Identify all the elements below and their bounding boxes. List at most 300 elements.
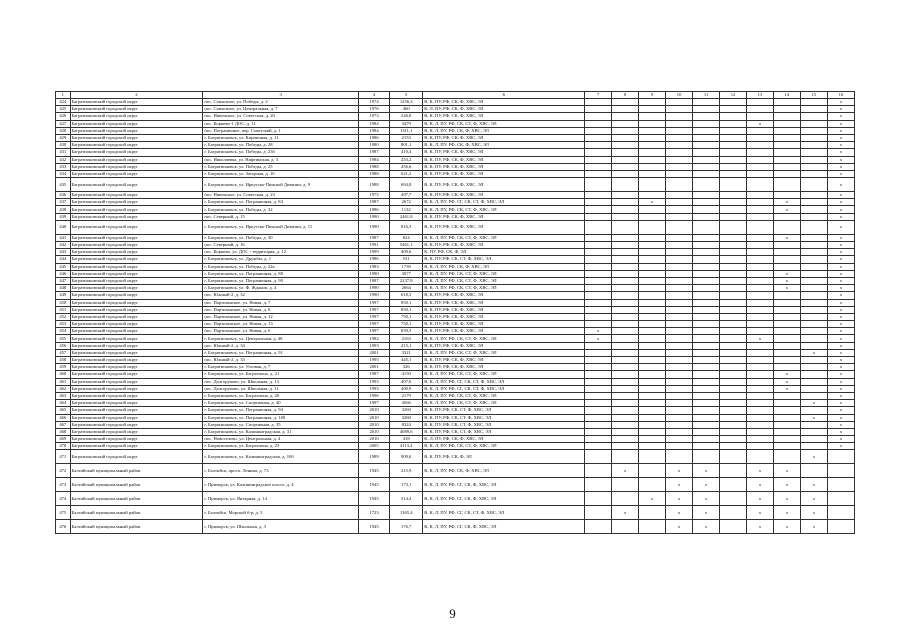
table-cell [612,321,639,328]
table-cell [746,106,773,113]
table-cell [639,357,666,364]
table-cell: 457 [56,349,71,356]
table-cell [612,371,639,378]
table-cell: В, К, Л, ПУ, РФ, СГ, СК, СТ, Ф, ХВС, ЭЛ [423,385,585,392]
table-cell: 462 [56,385,71,392]
table-cell: Багратионовский городской округ [70,436,203,443]
table-cell: г. Багратионовск, ул. Победы, д. 23б [203,149,359,156]
column-number: 13 [746,92,773,99]
table-cell: К, Л, ПУ, РФ, СК, Ф, ХВС, ЭЛ [423,106,585,113]
table-cell: 468 [56,428,71,435]
table-cell [612,149,639,156]
table-cell: 1980 [358,142,389,149]
table-cell [746,349,773,356]
table-row [56,306,855,313]
table-cell [800,234,827,241]
table-cell: 467 [56,421,71,428]
table-cell: В, К, Л, ПУ, РФ, СК, СТ, Ф, ХВС, ЭЛ [423,371,585,378]
table-cell [666,436,693,443]
table-cell: Багратионовский городской округ [70,156,203,163]
table-cell: 410,4 [390,149,423,156]
table-cell: В, К, ПУ, РФ, СК, Ф, ХВС, ЭЛ [423,357,585,364]
table-cell: г. Багратионовск, ул. Центральная, д. 48 [203,335,359,342]
table-cell: 424 [56,99,71,106]
table-cell [666,306,693,313]
table-cell [800,421,827,428]
table-cell: 326 [390,364,423,371]
table-cell: 430 [56,142,71,149]
table-cell: х [827,192,854,199]
table-cell [720,199,747,206]
table-row [56,299,855,306]
table-cell: 415,1 [390,342,423,349]
table-row [56,99,855,106]
table-cell [639,149,666,156]
table-cell: пос. Южный-2, д. 33 [203,357,359,364]
table-cell: 253,2 [390,156,423,163]
table-cell [800,357,827,364]
table-cell [693,113,720,120]
table-cell [666,400,693,407]
table-cell [693,364,720,371]
table-cell: 452 [56,313,71,320]
table-cell [720,371,747,378]
table-cell: х [827,249,854,256]
table-cell: 1990 [358,270,389,277]
table-cell [585,378,612,385]
table-cell: х [827,149,854,156]
table-cell: х [746,492,773,506]
table-cell [639,120,666,127]
table-cell: г. Багратионовск, ул. Иркутско-Пинской Дивизии, д. 11 [203,220,359,234]
table-cell: Багратионовский городской округ [70,342,203,349]
table-cell [666,443,693,450]
table-cell [720,342,747,349]
table-cell [639,421,666,428]
table-cell [746,342,773,349]
table-cell [746,256,773,263]
table-cell: 694,8 [390,178,423,192]
table-cell: 456,6 [390,163,423,170]
table-cell: 2010 [358,421,389,428]
table-cell [773,178,800,192]
table-cell: В, К, Л, ПУ, РФ, СК, СТ, Ф, ХВС, ЭЛ [423,335,585,342]
table-cell [639,443,666,450]
table-cell: 459 [56,364,71,371]
table-cell: 456 [56,342,71,349]
table-cell [720,149,747,156]
table-cell [666,299,693,306]
table-cell [720,178,747,192]
table-cell [773,106,800,113]
table-cell: х [666,492,693,506]
table-cell: 1945 [358,464,389,478]
table-cell: 1987 [358,371,389,378]
table-cell: Багратионовский городской округ [70,170,203,177]
table-cell [720,428,747,435]
table-cell [746,450,773,464]
table-row [56,149,855,156]
table-cell [612,313,639,320]
table-row [56,364,855,371]
table-row [56,113,855,120]
table-cell: 1945 [358,492,389,506]
table-cell: 1991 [358,242,389,249]
table-cell: г. Багратионовск, ул. Заторная, д. 10 [203,170,359,177]
table-cell: х [827,349,854,356]
table-cell: 1982 [358,335,389,342]
table-cell: 474 [56,492,71,506]
table-cell [612,113,639,120]
table-cell: пос. Долгоруково, ул. Школьная, д. 11 [203,385,359,392]
table-cell [612,520,639,534]
table-cell [612,206,639,213]
table-cell: Багратионовский городской округ [70,292,203,299]
table-cell [585,349,612,356]
table-cell [612,170,639,177]
table-cell [639,385,666,392]
table-cell [612,277,639,284]
table-cell [693,421,720,428]
table-cell: пос. Северный, д. 15 [203,213,359,220]
table-cell: х [827,156,854,163]
table-cell: Багратионовский городской округ [70,99,203,106]
table-cell: В, К, Л, ПУ, РФ, СК, СТ, Ф, ХВС, ЭЛ [423,349,585,356]
table-cell: г. Балтийск, просп. Ленина, д. 73 [203,464,359,478]
table-cell: 1311,1 [390,127,423,134]
table-cell [746,213,773,220]
table-cell [639,256,666,263]
table-cell [666,142,693,149]
table-cell: х [827,178,854,192]
table-cell: Багратионовский городской округ [70,220,203,234]
table-cell: х [827,321,854,328]
table-cell [746,313,773,320]
table-cell [666,127,693,134]
table-row [56,292,855,299]
table-cell: 4113,2 [390,443,423,450]
table-cell: пос. Северный, д. 16 [203,242,359,249]
table-cell: х [827,385,854,392]
table-cell: г. Багратионовск, ул. Пограничная, д. 91 [203,349,359,356]
table-cell: Багратионовский городской округ [70,142,203,149]
table-cell [585,306,612,313]
table-cell [800,306,827,313]
table-cell [639,450,666,464]
table-cell: 1988 [358,163,389,170]
table-cell: 1945 [358,478,389,492]
table-cell: 1365,4 [390,506,423,520]
table-cell [720,443,747,450]
table-cell: х [693,464,720,478]
table-cell: г. Багратионовск, ул. Победы, д. 32 [203,206,359,213]
table-cell [720,335,747,342]
table-cell: 1990 [358,292,389,299]
table-cell: 1984 [358,120,389,127]
table-cell [693,436,720,443]
page-number: 9 [449,606,456,621]
table-cell: пос. Нивенское, ул. Советская, д. 23 [203,192,359,199]
table-cell: г. Багратионовск, ул. Победы, д. 25 [203,163,359,170]
table-row [56,349,855,356]
table-cell [773,292,800,299]
table-cell: В, К, ПУ, РФ, СК, Ф, ХВС, ЭЛ [423,220,585,234]
table-cell [800,342,827,349]
table-cell: 1984 [358,127,389,134]
table-cell [639,342,666,349]
table-cell [773,156,800,163]
table-cell: х [827,113,854,120]
table-cell [666,113,693,120]
table-cell [693,443,720,450]
table-cell [585,506,612,520]
table-row [56,371,855,378]
table-cell [639,378,666,385]
table-cell: В, К, ПУ, РФ, СК, СТ, Ф, ХВС, ЭЛ [423,256,585,263]
table-cell: г. Багратионовск, ул. Победы, д. 30 [203,234,359,241]
table-cell [800,156,827,163]
table-cell: х [827,120,854,127]
table-cell [585,414,612,421]
table-cell [612,342,639,349]
table-cell [827,506,854,520]
table-cell [612,478,639,492]
table-cell: 445 [56,263,71,270]
table-cell: В, К, ПУ, РФ, СК, Ф, ХВС, ЭЛ [423,99,585,106]
table-cell [639,127,666,134]
table-cell: х [800,414,827,421]
table-cell: Багратионовский городской округ [70,213,203,220]
table-cell: В, К, Л, ПУ, РФ, СГ, СК, СТ, Ф, ХВС, ЭЛ [423,199,585,206]
table-cell [612,299,639,306]
table-cell [666,428,693,435]
table-cell [639,163,666,170]
table-cell: 2163 [390,335,423,342]
table-cell [612,178,639,192]
table-cell: 215,9 [390,464,423,478]
table-cell: 1999 [358,249,389,256]
table-cell [746,443,773,450]
table-cell: 442 [56,242,71,249]
table-cell: 441 [56,234,71,241]
table-cell: г. Багратионовск, ул. Пограничная, д. 90 [203,277,359,284]
table-cell: г. Багратионовск, ул. Калининградская, д. 31 [203,428,359,435]
table-cell [693,306,720,313]
column-number: 11 [693,92,720,99]
table-cell [612,220,639,234]
table-cell: Багратионовский городской округ [70,400,203,407]
table-cell [666,134,693,141]
table-cell: х [666,520,693,534]
table-cell: 750,1 [390,321,423,328]
table-cell [746,149,773,156]
table-cell: х [800,478,827,492]
table-cell [720,134,747,141]
table-cell: 434 [56,170,71,177]
table-cell: х [827,285,854,292]
table-cell: В, К, ПУ, РФ, СК, Ф, ХВС, ЭЛ [423,178,585,192]
table-cell: х [773,492,800,506]
table-cell [666,199,693,206]
table-cell: х [827,421,854,428]
table-cell: г. Багратионовск, ул. Багратиона, д. 23 [203,443,359,450]
table-cell [612,134,639,141]
table-cell [666,392,693,399]
table-cell: 1132 [390,206,423,213]
table-cell: Багратионовский городской округ [70,163,203,170]
table-cell: х [827,199,854,206]
table-cell: В, К, Л, ПУ, РФ, СК, СТ, Ф, ХВС, ЭЛ [423,277,585,284]
table-cell: г. Приморск, ул. Калининградское шоссе, д. 4 [203,478,359,492]
table-cell [639,464,666,478]
table-cell: 3077 [390,270,423,277]
table-cell: х [827,242,854,249]
table-cell: 464 [56,400,71,407]
table-cell [693,299,720,306]
table-cell [639,270,666,277]
table-cell: Багратионовский городской округ [70,263,203,270]
table-cell [800,249,827,256]
table-cell: х [827,134,854,141]
table-cell: х [746,478,773,492]
table-cell [800,163,827,170]
table-cell: х [773,385,800,392]
table-cell [585,163,612,170]
table-cell: 2010 [358,414,389,421]
table-cell: Багратионовский городской округ [70,335,203,342]
table-cell [800,256,827,263]
table-cell [773,342,800,349]
table-cell [746,321,773,328]
table-cell [720,364,747,371]
table-cell [693,242,720,249]
table-cell: 455 [56,335,71,342]
table-cell: г. Багратионовск, ул. Пограничная, д. 84 [203,199,359,206]
table-cell: х [827,342,854,349]
table-cell [693,414,720,421]
table-cell: Багратионовский городской округ [70,242,203,249]
table-cell: пос. Новоселово, ул. Центральная, д. 4 [203,436,359,443]
table-cell [720,450,747,464]
table-cell [720,220,747,234]
table-cell: Багратионовский городской округ [70,149,203,156]
table-cell: 1995 [358,357,389,364]
table-cell [666,335,693,342]
table-cell [720,328,747,335]
table-row [56,450,855,464]
table-cell [639,364,666,371]
table-cell [639,285,666,292]
table-row [56,313,855,320]
table-cell: х [693,506,720,520]
table-cell [693,199,720,206]
table-cell: В, К, Л, ПУ, РФ, СК, СТ, Ф, ХВС, ЭЛ [423,285,585,292]
table-row [56,400,855,407]
table-cell [666,106,693,113]
table-cell: 1986 [358,256,389,263]
table-cell [800,206,827,213]
table-cell: х [827,414,854,421]
table-cell: х [827,436,854,443]
table-cell: х [827,407,854,414]
table-cell [720,142,747,149]
table-cell: 461 [56,378,71,385]
table-cell: Багратионовский городской округ [70,414,203,421]
table-cell: 1990 [358,213,389,220]
table-cell: 1983 [358,263,389,270]
table-row [56,464,855,478]
table-cell [666,450,693,464]
column-number-row [56,92,855,99]
table-cell [773,134,800,141]
table-cell [827,492,854,506]
table-cell [612,414,639,421]
table-cell [666,421,693,428]
table-cell: 824 [390,234,423,241]
table-cell: х [639,492,666,506]
table-cell [693,170,720,177]
table-cell [585,199,612,206]
table-row [56,443,855,450]
table-cell [612,285,639,292]
table-cell: 465 [56,407,71,414]
table-cell [585,364,612,371]
table-cell: 173,1 [390,478,423,492]
table-cell [639,134,666,141]
table-cell [585,127,612,134]
table-cell [585,99,612,106]
table-cell: 1739 [390,263,423,270]
table-cell: 850,1 [390,299,423,306]
table-cell: 1993 [358,342,389,349]
table-cell [666,371,693,378]
table-row [56,249,855,256]
table-cell [585,428,612,435]
table-cell: В, К, ПУ, РФ, СК, Ф, ХВС, ЭЛ [423,321,585,328]
table-cell: 3479 [390,120,423,127]
table-cell [639,156,666,163]
table-cell: Багратионовский городской округ [70,321,203,328]
table-cell [693,357,720,364]
table-cell: х [827,364,854,371]
table-cell: 2672 [390,199,423,206]
table-cell [720,357,747,364]
table-cell [585,450,612,464]
table-cell: 426 [56,113,71,120]
column-number: 7 [585,92,612,99]
table-cell: Багратионовский городской округ [70,285,203,292]
table-cell: г. Багратионовск, ул. Победы, д. 28 [203,142,359,149]
table-cell: Багратионовский городской округ [70,357,203,364]
table-cell [773,213,800,220]
table-cell: х [827,357,854,364]
table-cell [800,371,827,378]
table-cell: пос. Южный-2, д. 34 [203,342,359,349]
table-cell [585,292,612,299]
table-cell: 1945 [358,520,389,534]
table-cell [773,249,800,256]
table-cell: В, К, ПУ, РФ, СК, Ф, ХВС, ЭЛ [423,170,585,177]
table-cell: 226,8 [390,113,423,120]
table-cell [693,270,720,277]
table-cell: 4566 [390,400,423,407]
table-cell: Балтийский муниципальный район [70,492,203,506]
table-cell [639,170,666,177]
table-cell [666,364,693,371]
table-cell [612,106,639,113]
table-row [56,270,855,277]
table-cell [612,357,639,364]
